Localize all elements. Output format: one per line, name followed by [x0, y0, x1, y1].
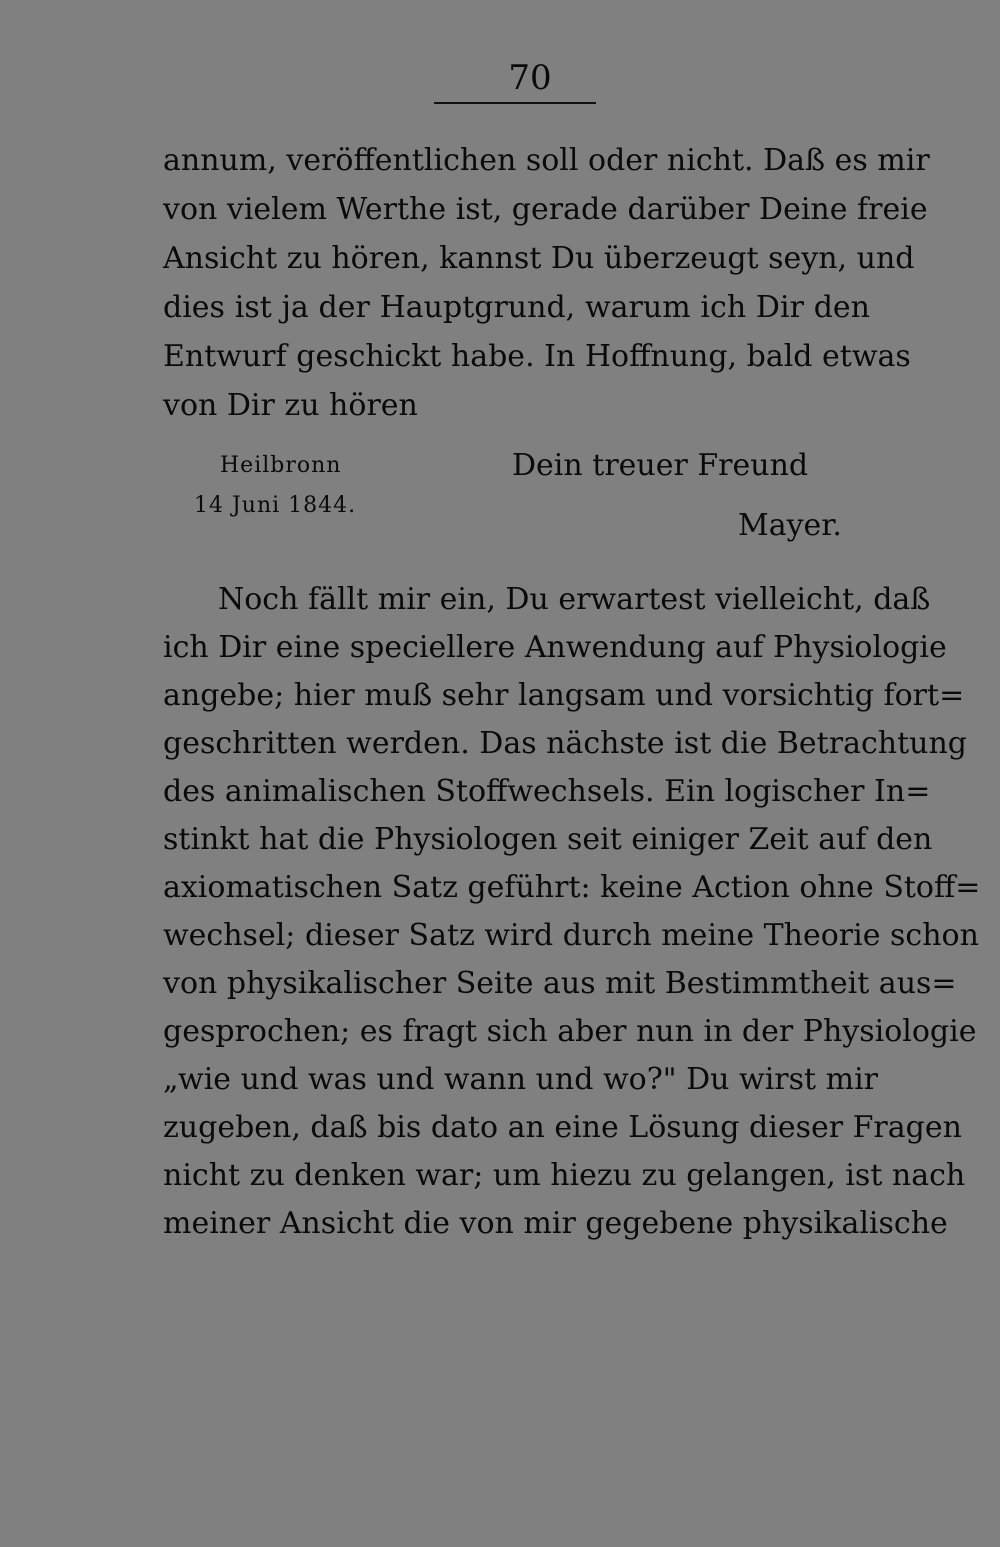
text-line: Ansicht zu hören, kannst Du überzeugt seyn, und	[163, 241, 915, 276]
text-line: Entwurf geschickt habe. In Hoffnung, bald etwas	[163, 339, 911, 374]
text-line: von Dir zu hören	[163, 388, 418, 423]
text-line: dies ist ja der Hauptgrund, warum ich Dir den	[163, 290, 870, 325]
text-line: meiner Ansicht die von mir gegebene physikalische	[163, 1206, 948, 1241]
text-line: „wie und was und wann und wo?" Du wirst mir	[163, 1062, 879, 1097]
text-line: von physikalischer Seite aus mit Bestimmtheit aus=	[163, 966, 957, 1001]
text-line: von vielem Werthe ist, gerade darüber Deine freie	[163, 192, 928, 227]
letter-closing: Dein treuer Freund	[512, 448, 809, 483]
text-line: nicht zu denken war; um hiezu zu gelangen, ist nach	[163, 1158, 966, 1193]
text-line: stinkt hat die Physiologen seit einiger Zeit auf den	[163, 822, 933, 857]
letter-place: Heilbronn	[220, 453, 342, 478]
text-line: des animalischen Stoffwechsels. Ein logischer In=	[163, 774, 931, 809]
text-line: wechsel; dieser Satz wird durch meine Theorie schon	[163, 918, 979, 953]
letter-signature-name: Mayer.	[738, 508, 842, 543]
letter-date: 14 Juni 1844.	[194, 493, 357, 518]
text-line: ich Dir eine speciellere Anwendung auf Physiologie	[163, 630, 947, 665]
text-line: zugeben, daß bis dato an eine Lösung dieser Fragen	[163, 1110, 962, 1145]
text-line: Noch fällt mir ein, Du erwartest vielleicht, daß	[218, 582, 931, 617]
text-line: annum, veröffentlichen soll oder nicht. Daß es mir	[163, 143, 930, 178]
header-rule	[434, 102, 596, 104]
text-line: geschritten werden. Das nächste ist die Betrachtung	[163, 726, 967, 761]
text-line: axiomatischen Satz geführt: keine Action ohne Stoff=	[163, 870, 981, 905]
text-line: gesprochen; es fragt sich aber nun in der Physiologie	[163, 1014, 977, 1049]
page-number: 70	[508, 58, 552, 98]
text-line: angebe; hier muß sehr langsam und vorsichtig fort=	[163, 678, 965, 713]
